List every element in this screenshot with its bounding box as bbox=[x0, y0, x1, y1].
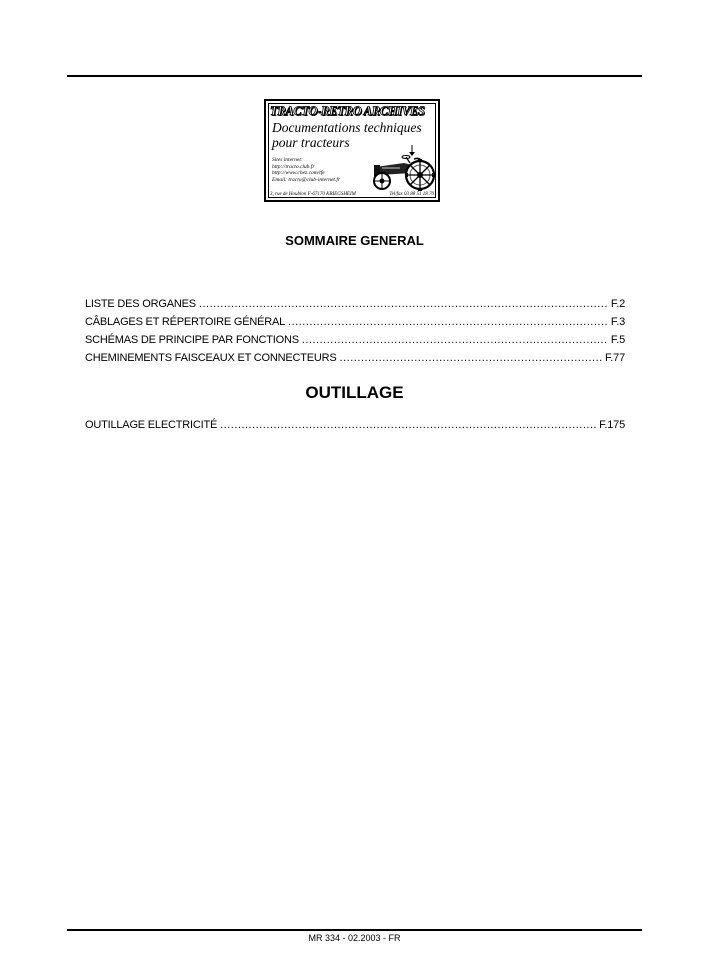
toc-entry-label: CÂBLAGES ET RÉPERTOIRE GÉNÉRAL bbox=[85, 316, 286, 328]
toc-entry-page: F.5 bbox=[610, 334, 625, 346]
document-reference: MR 334 - 02.2003 - FR bbox=[308, 933, 401, 943]
toc-entry-page: F.3 bbox=[610, 316, 625, 328]
toc-entry-label: LISTE DES ORGANES bbox=[85, 298, 196, 310]
summary-title: SOMMAIRE GENERAL bbox=[285, 233, 424, 248]
logo-address: 3, rue de Houblon F-67170 KRIEGSHEIM bbox=[270, 192, 356, 197]
toc-leader-dots bbox=[199, 295, 608, 313]
toc-row[interactable] bbox=[85, 331, 625, 349]
logo-tagline-2: pour tracteurs bbox=[272, 135, 350, 150]
logo-tagline-1: Documentations techniques bbox=[272, 120, 422, 135]
toc-entry-page: F.2 bbox=[610, 298, 625, 310]
archive-logo-stamp bbox=[264, 99, 440, 202]
logo-brand: TRACTO-RETRO ARCHIVES bbox=[270, 104, 425, 118]
top-rule bbox=[67, 75, 642, 77]
toc-row[interactable] bbox=[85, 295, 625, 313]
bottom-rule bbox=[67, 929, 642, 931]
logo-phone: Tel/fax 03 88 51 18 70 bbox=[389, 192, 434, 197]
logo-sites-label: Sites internet: bbox=[272, 157, 303, 163]
toc-row[interactable] bbox=[85, 313, 625, 331]
toc-leader-dots bbox=[340, 349, 602, 367]
logo-footer bbox=[270, 192, 434, 197]
tools-toc bbox=[85, 416, 625, 434]
toc-row[interactable] bbox=[85, 416, 625, 434]
summary-toc bbox=[85, 295, 625, 367]
tools-title: OUTILLAGE bbox=[305, 383, 404, 402]
logo-site-2: http://www.chez.com/tfe bbox=[272, 170, 325, 176]
toc-entry-page: F.77 bbox=[605, 352, 625, 364]
toc-leader-dots bbox=[220, 416, 596, 434]
toc-leader-dots bbox=[288, 313, 608, 331]
toc-entry-page: F.175 bbox=[599, 419, 625, 431]
logo-site-1: http://tracto.club.fr bbox=[272, 163, 315, 170]
toc-entry-label: OUTILLAGE ELECTRICITÉ bbox=[85, 419, 218, 431]
toc-entry-label: SCHÉMAS DE PRINCIPE PAR FONCTIONS bbox=[85, 334, 299, 346]
toc-leader-dots bbox=[302, 331, 608, 349]
toc-entry-label: CHEMINEMENTS FAISCEAUX ET CONNECTEURS bbox=[85, 352, 337, 364]
toc-row[interactable] bbox=[85, 349, 625, 367]
tractor-icon bbox=[366, 143, 436, 191]
logo-email: Email: tracto@club-internet.fr bbox=[272, 176, 340, 183]
